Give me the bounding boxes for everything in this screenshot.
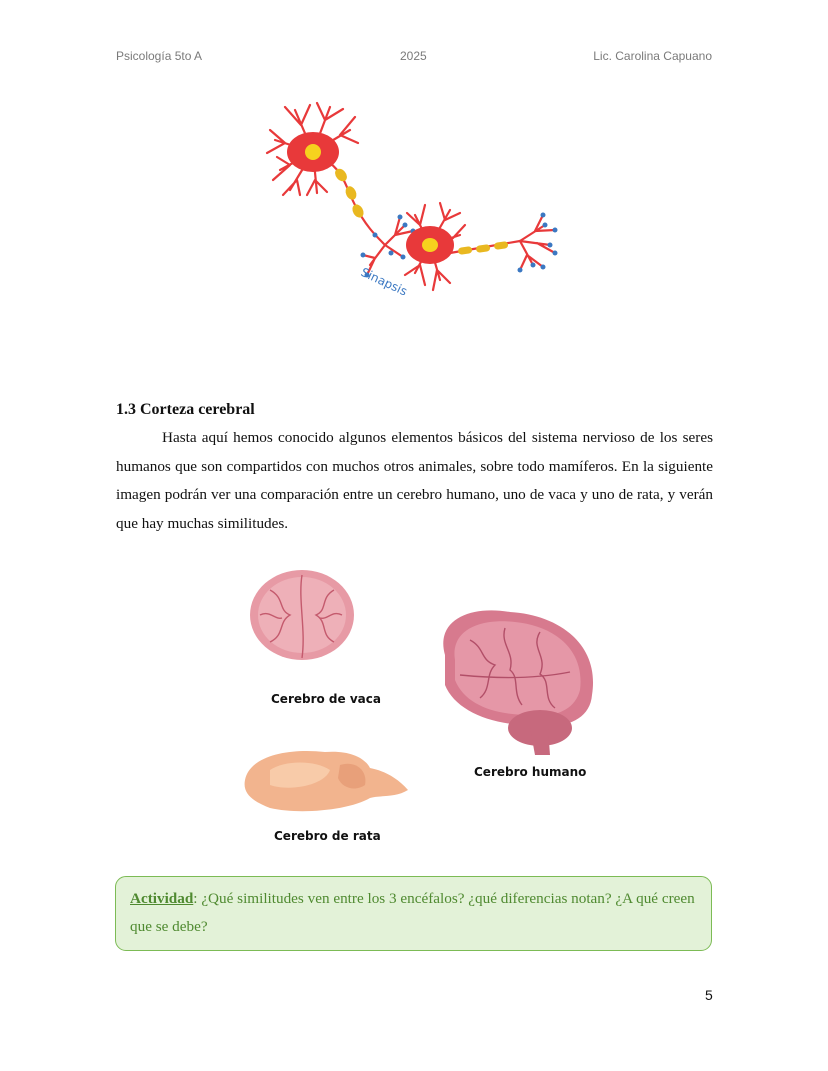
section-paragraph: Hasta aquí hemos conocido algunos elementos básicos del sistema nervioso de los seres humanos que son compartidos con muchos otros animales, sobre todo mamíferos. En la siguiente imagen podrán ver una comparación entre un cerebro humano, uno de vaca y uno de rata, y verán que hay muchas similitudes. [116, 429, 713, 532]
header-year: 2025 [400, 49, 427, 63]
header-author: Lic. Carolina Capuano [593, 49, 712, 63]
cow-brain-image [250, 570, 354, 660]
neuron-illustration [255, 95, 575, 315]
human-brain-label: Cerebro humano [474, 765, 587, 779]
activity-text: : ¿Qué similitudes ven entre los 3 encéfalos? ¿qué diferencias notan? ¿A qué creen que se debe? [130, 890, 695, 935]
header-course: Psicología 5to A [116, 49, 203, 63]
human-brain-image [443, 610, 593, 755]
activity-label: Actividad [130, 890, 194, 907]
page-number: 5 [705, 987, 713, 1003]
section-title: 1.3 Corteza cerebral [116, 401, 255, 418]
synapse-label: Sinapsis [358, 265, 410, 299]
cow-brain-label: Cerebro de vaca [271, 692, 381, 706]
rat-brain-image [245, 751, 408, 811]
rat-brain-label: Cerebro de rata [274, 829, 381, 843]
activity-box [115, 876, 712, 951]
